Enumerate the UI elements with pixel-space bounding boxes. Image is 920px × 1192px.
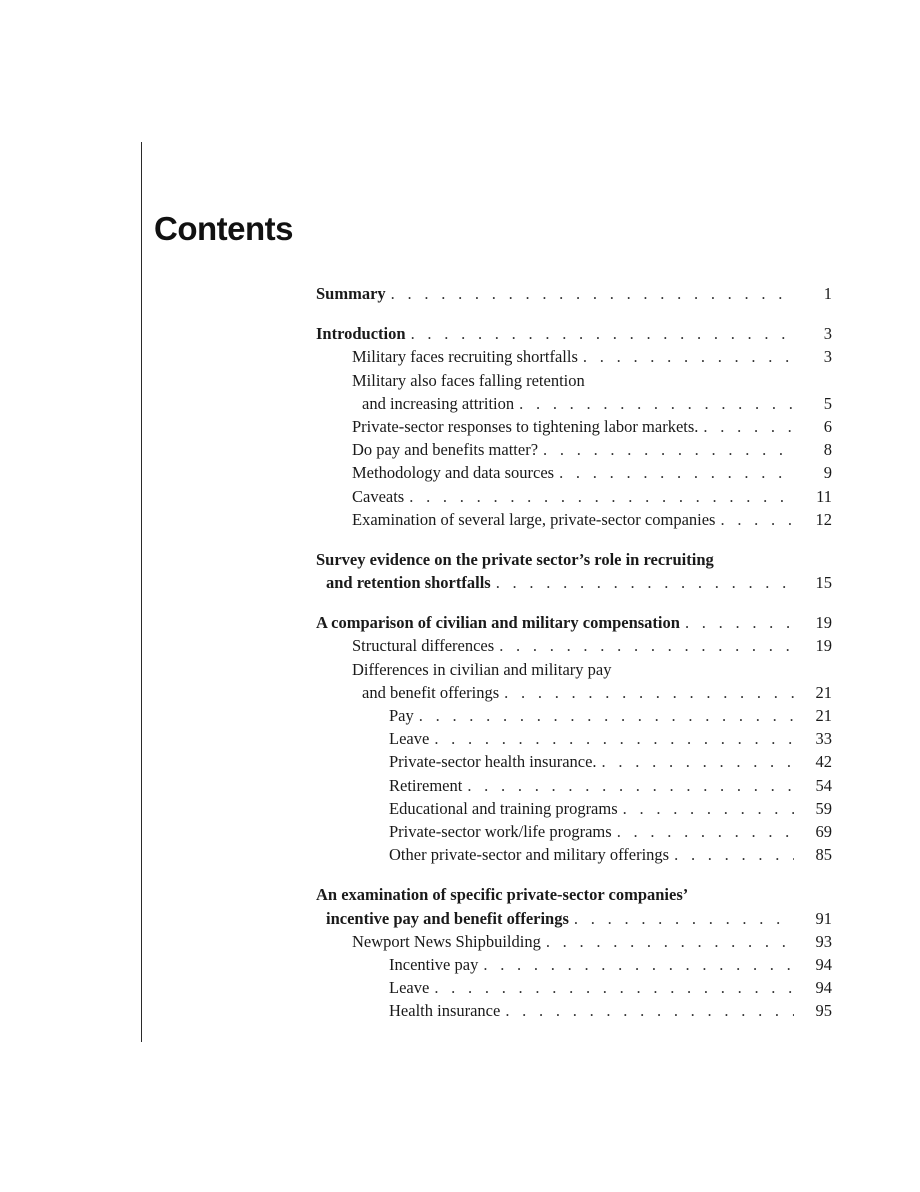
- toc-entry-title: An examination of specific private-sector companies’: [316, 885, 689, 905]
- toc-entry[interactable]: [316, 727, 832, 750]
- dot-leader: [569, 907, 794, 930]
- toc-entry-page: 1: [823, 284, 832, 303]
- toc-entry[interactable]: [316, 485, 832, 508]
- dot-leader: [612, 820, 794, 843]
- dot-leader: [462, 774, 794, 797]
- toc-entry[interactable]: [316, 953, 832, 976]
- toc-entry-title: Methodology and data sources: [352, 463, 555, 483]
- toc-entry-page: 69: [815, 821, 832, 841]
- toc-entry[interactable]: [316, 282, 832, 305]
- dot-leader: [514, 392, 794, 415]
- toc-entry-page: 3: [823, 324, 832, 344]
- dot-leader: [478, 953, 794, 976]
- toc-entry-page: 11: [816, 486, 832, 506]
- toc-entry-page: 33: [815, 729, 832, 749]
- toc-entry-title: Private-sector responses to tightening labor markets.: [352, 416, 699, 436]
- toc-entry-page: 9: [823, 463, 832, 483]
- dot-leader: [500, 999, 794, 1022]
- toc-entry-title: Health insurance: [389, 1001, 501, 1021]
- toc-entry-title: Do pay and benefits matter?: [352, 440, 539, 460]
- dot-leader: [429, 727, 794, 750]
- toc-entry[interactable]: [316, 461, 832, 484]
- toc-entry-title: Private-sector work/life programs: [389, 821, 612, 841]
- toc-entry-page: 8: [823, 440, 832, 460]
- dot-leader: [541, 930, 794, 953]
- margin-rule: [141, 142, 142, 1042]
- toc-entry-page: 21: [815, 682, 832, 702]
- toc-entry-page: 95: [815, 1001, 832, 1021]
- toc-entry-title: Private-sector health insurance.: [389, 752, 597, 772]
- toc-entry-title: Introduction: [316, 324, 406, 344]
- dot-leader: [715, 508, 794, 531]
- toc-entry-page: 91: [815, 908, 832, 928]
- toc-entry-page: 85: [815, 845, 832, 865]
- toc-entry-title: Other private-sector and military offerings: [389, 845, 670, 865]
- toc-entry[interactable]: [316, 704, 832, 727]
- dot-leader: [494, 634, 794, 657]
- toc-entry-title: Educational and training programs: [389, 798, 618, 818]
- dot-leader: [618, 797, 794, 820]
- dot-leader: [669, 843, 794, 866]
- toc-entry-title: Differences in civilian and military pay: [352, 659, 612, 679]
- toc-entry[interactable]: [316, 415, 832, 438]
- toc-entry[interactable]: [316, 930, 832, 953]
- toc-entry-title: Incentive pay: [389, 954, 479, 974]
- toc-entry-title: and retention shortfalls: [326, 573, 491, 593]
- toc-entry-page: 12: [815, 509, 832, 529]
- page-title: Contents: [154, 210, 293, 247]
- dot-leader: [554, 461, 794, 484]
- toc-entry-page: 93: [815, 931, 832, 951]
- toc-entry-page: 6: [823, 416, 832, 436]
- toc-entry-title: Newport News Shipbuilding: [352, 931, 541, 951]
- toc-entry-title: Retirement: [389, 775, 463, 795]
- toc-entry[interactable]: [316, 611, 832, 634]
- dot-leader: [429, 976, 794, 999]
- toc-entry[interactable]: [316, 774, 832, 797]
- toc-entry-page: 3: [823, 347, 832, 367]
- toc-entry-page: 5: [823, 393, 832, 413]
- toc-entry-page: 19: [815, 613, 832, 633]
- toc-entry-title: Survey evidence on the private sector’s role in recruiting: [316, 549, 714, 569]
- toc-entry[interactable]: [316, 438, 832, 461]
- toc-entry-title: incentive pay and benefit offerings: [326, 908, 569, 928]
- toc-entry-page: 94: [815, 954, 832, 974]
- toc-entry[interactable]: [316, 843, 832, 866]
- toc-entry-title: Leave: [389, 729, 430, 749]
- toc-entry-page: 59: [815, 798, 832, 818]
- toc-entry[interactable]: [316, 658, 832, 681]
- toc-entry[interactable]: [316, 392, 832, 415]
- dot-leader: [538, 438, 794, 461]
- table-of-contents: [316, 282, 832, 1022]
- toc-entry-title: Pay: [389, 706, 414, 725]
- toc-entry-page: 15: [815, 573, 832, 593]
- dot-leader: [499, 681, 794, 704]
- toc-entry-page: 94: [815, 978, 832, 998]
- toc-entry[interactable]: [316, 322, 832, 345]
- dot-leader: [386, 282, 794, 305]
- dot-leader: [404, 485, 794, 508]
- toc-entry-title: Military also faces falling retention: [352, 370, 585, 390]
- toc-entry[interactable]: [316, 820, 832, 843]
- toc-entry-title: Military faces recruiting shortfalls: [352, 347, 578, 367]
- toc-entry-title: Summary: [316, 284, 386, 303]
- toc-entry[interactable]: [316, 345, 832, 368]
- toc-entry-title: Examination of several large, private-sector companies: [352, 509, 716, 529]
- toc-entry[interactable]: [316, 369, 832, 392]
- toc-entry[interactable]: [316, 548, 832, 571]
- dot-leader: [698, 415, 794, 438]
- dot-leader: [597, 750, 794, 773]
- toc-entry[interactable]: [316, 634, 832, 657]
- dot-leader: [406, 322, 794, 345]
- toc-entry-page: 54: [815, 775, 832, 795]
- toc-entry-title: Structural differences: [352, 636, 495, 656]
- toc-entry-title: and increasing attrition: [362, 393, 515, 413]
- toc-entry-page: 42: [815, 752, 832, 772]
- dot-leader: [680, 611, 794, 634]
- toc-entry-title: and benefit offerings: [362, 682, 500, 702]
- toc-entry[interactable]: [316, 883, 832, 906]
- toc-entry[interactable]: [316, 750, 832, 773]
- toc-entry-page: 19: [815, 636, 832, 656]
- dot-leader: [578, 345, 794, 368]
- dot-leader: [491, 571, 794, 594]
- toc-entry[interactable]: [316, 797, 832, 820]
- toc-entry[interactable]: [316, 571, 832, 594]
- toc-entry[interactable]: [316, 508, 832, 531]
- toc-entry[interactable]: [316, 907, 832, 930]
- toc-entry[interactable]: [316, 999, 832, 1022]
- toc-entry[interactable]: [316, 681, 832, 704]
- toc-entry-title: Leave: [389, 978, 430, 998]
- toc-entry-title: A comparison of civilian and military compensation: [316, 613, 680, 633]
- toc-entry-page: 21: [815, 706, 832, 725]
- toc-entry-title: Caveats: [352, 486, 405, 506]
- toc-entry[interactable]: [316, 976, 832, 999]
- dot-leader: [414, 704, 794, 727]
